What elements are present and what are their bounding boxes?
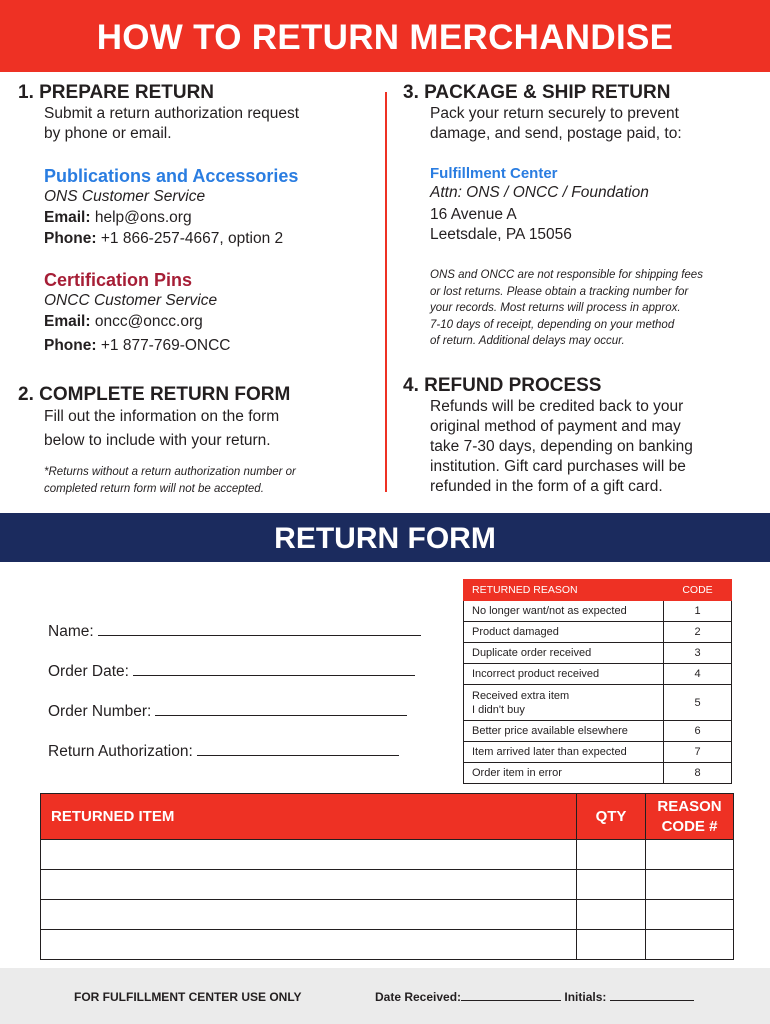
page-title: HOW TO RETURN MERCHANDISE xyxy=(96,18,674,57)
step4-heading: 4. REFUND PROCESS xyxy=(403,375,602,396)
ons-email: Email: help@ons.org xyxy=(44,209,192,226)
step2-note: *Returns without a return authorization number or completed return form will not be accepted. xyxy=(44,466,296,495)
oncc-phone: Phone: +1 877-769-ONCC xyxy=(44,337,231,354)
order-date-line[interactable] xyxy=(133,662,415,676)
qty-header: QTY xyxy=(577,794,646,840)
table-row xyxy=(41,840,734,870)
reason-codes-table xyxy=(463,579,732,784)
code-cell[interactable] xyxy=(646,870,734,900)
return-auth-field[interactable]: Return Authorization: xyxy=(48,742,399,761)
return-form-banner xyxy=(0,513,770,562)
table-row: Incorrect product received 4 xyxy=(464,664,732,685)
table-row xyxy=(41,870,734,900)
table-row: Better price available elsewhere 6 xyxy=(464,721,732,742)
order-number-line[interactable] xyxy=(155,702,407,716)
return-auth-line[interactable] xyxy=(197,742,399,756)
return-form-title: RETURN FORM xyxy=(274,522,496,555)
initials-line[interactable] xyxy=(610,990,694,1001)
pins-title: Certification Pins xyxy=(44,270,193,290)
table-row: No longer want/not as expected 1 xyxy=(464,601,732,622)
oncc-email: Email: oncc@oncc.org xyxy=(44,313,203,330)
reason-column-header: RETURNED REASON xyxy=(464,580,664,601)
qty-cell[interactable] xyxy=(577,900,646,930)
table-row: Received extra item I didn't buy 5 xyxy=(464,685,732,721)
table-row: Duplicate order received 3 xyxy=(464,643,732,664)
fulfillment-fields: Date Received: Initials: xyxy=(375,990,694,1004)
address-attn: Attn: ONS / ONCC / Foundation xyxy=(430,184,649,201)
step1-heading: 1. PREPARE RETURN xyxy=(18,82,215,103)
returned-item-header: RETURNED ITEM xyxy=(41,794,577,840)
code-cell[interactable] xyxy=(646,900,734,930)
ons-phone: Phone: +1 866-257-4667, option 2 xyxy=(44,230,284,247)
qty-cell[interactable] xyxy=(577,870,646,900)
oncc-email-link[interactable]: oncc@oncc.org xyxy=(94,313,203,330)
column-divider xyxy=(385,92,387,492)
header-banner xyxy=(0,0,770,72)
order-date-field[interactable]: Order Date: xyxy=(48,662,415,681)
fulfillment-footer xyxy=(0,968,770,1024)
fulfillment-center-title: Fulfillment Center xyxy=(430,165,558,182)
order-number-field[interactable]: Order Number: xyxy=(48,702,407,721)
ons-org: ONS Customer Service xyxy=(44,188,206,205)
step3-heading: 3. PACKAGE & SHIP RETURN xyxy=(403,82,671,103)
step2-instructions: Fill out the information on the form below to include with your return. xyxy=(44,408,280,449)
table-row xyxy=(41,930,734,960)
step2-heading: 2. COMPLETE RETURN FORM xyxy=(18,384,291,405)
code-cell[interactable] xyxy=(646,930,734,960)
table-row: Item arrived later than expected 7 xyxy=(464,742,732,763)
date-received-line[interactable] xyxy=(461,990,561,1001)
refund-text: Refunds will be credited back to your original method of payment and may take 7-30 days, depending on banking institution. Gift card purchases will be refunded in the form of a gift card. xyxy=(430,398,693,495)
code-cell[interactable] xyxy=(646,840,734,870)
oncc-org: ONCC Customer Service xyxy=(44,292,218,309)
step3-instructions: Pack your return securely to prevent damage, and send, postage paid, to: xyxy=(430,105,682,142)
qty-cell[interactable] xyxy=(577,930,646,960)
table-row: Product damaged 2 xyxy=(464,622,732,643)
reason-code-header: REASON CODE # xyxy=(646,794,734,840)
publications-title: Publications and Accessories xyxy=(44,166,299,186)
item-cell[interactable] xyxy=(41,900,577,930)
step1-instructions: Submit a return authorization request by phone or email. xyxy=(44,105,300,142)
fulfillment-use-label: FOR FULFILLMENT CENTER USE ONLY xyxy=(74,990,302,1004)
item-cell[interactable] xyxy=(41,930,577,960)
item-cell[interactable] xyxy=(41,840,577,870)
qty-cell[interactable] xyxy=(577,840,646,870)
name-line[interactable] xyxy=(98,622,421,636)
returned-items-table xyxy=(40,793,734,960)
shipping-disclaimer: ONS and ONCC are not responsible for shipping fees or lost returns. Please obtain a tracking number for your records. Most returns will process in approx. 7-10 days of receipt, depending on your method of return. Additional delays may occur. xyxy=(430,269,703,347)
table-row xyxy=(41,900,734,930)
item-cell[interactable] xyxy=(41,870,577,900)
table-row: Order item in error 8 xyxy=(464,763,732,784)
ons-email-link[interactable]: help@ons.org xyxy=(94,209,192,226)
address-lines: 16 Avenue A Leetsdale, PA 15056 xyxy=(430,206,572,243)
name-field[interactable]: Name: xyxy=(48,622,421,641)
code-column-header: CODE xyxy=(664,580,732,601)
